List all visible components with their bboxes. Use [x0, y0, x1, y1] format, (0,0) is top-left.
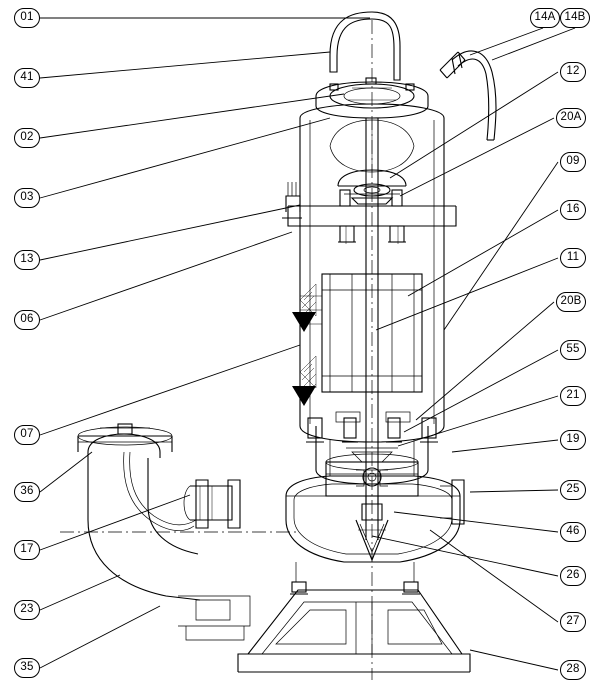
callout-balloon-12[interactable]: 12: [560, 62, 586, 82]
leader-line-26: [372, 536, 558, 576]
leader-line-19: [452, 440, 558, 452]
leader-line-14A: [470, 28, 543, 55]
callout-balloon-46[interactable]: 46: [560, 522, 586, 542]
callout-balloon-28[interactable]: 28: [560, 660, 586, 680]
leader-line-35: [40, 606, 160, 668]
leader-line-28: [470, 650, 558, 670]
callout-balloon-02[interactable]: 02: [14, 128, 40, 148]
leader-line-36: [40, 452, 92, 492]
callout-balloon-11[interactable]: 11: [560, 248, 586, 268]
callout-balloon-20A[interactable]: 20A: [556, 108, 586, 128]
callout-balloon-07[interactable]: 07: [14, 425, 40, 445]
callout-balloon-16[interactable]: 16: [560, 200, 586, 220]
leader-line-03: [40, 118, 330, 198]
leader-line-46: [394, 512, 558, 532]
callout-balloon-14A[interactable]: 14A: [530, 8, 560, 28]
callout-balloon-01[interactable]: 01: [14, 8, 40, 28]
callout-balloon-03[interactable]: 03: [14, 188, 40, 208]
leader-line-02: [40, 94, 344, 138]
leader-line-17: [40, 495, 190, 550]
callout-balloon-19[interactable]: 19: [560, 430, 586, 450]
leader-line-13: [40, 205, 300, 260]
callout-balloon-35[interactable]: 35: [14, 658, 40, 678]
leader-line-16: [408, 210, 558, 296]
callout-balloon-20B[interactable]: 20B: [556, 292, 586, 312]
leader-line-06: [40, 232, 292, 320]
callout-balloon-27[interactable]: 27: [560, 612, 586, 632]
callout-balloon-21[interactable]: 21: [560, 386, 586, 406]
leader-line-14B: [492, 28, 575, 60]
callout-balloon-41[interactable]: 41: [14, 68, 40, 88]
callout-balloon-36[interactable]: 36: [14, 482, 40, 502]
leader-line-27: [430, 530, 558, 622]
leader-line-11: [376, 258, 558, 330]
callout-balloon-17[interactable]: 17: [14, 540, 40, 560]
callout-balloon-14B[interactable]: 14B: [560, 8, 590, 28]
leader-line-12: [390, 72, 558, 178]
leader-line-41: [40, 52, 330, 78]
callout-balloon-13[interactable]: 13: [14, 250, 40, 270]
leader-line-20B: [416, 302, 554, 420]
callout-balloon-23[interactable]: 23: [14, 600, 40, 620]
callout-balloon-55[interactable]: 55: [560, 340, 586, 360]
callout-balloon-06[interactable]: 06: [14, 310, 40, 330]
callout-balloon-25[interactable]: 25: [560, 480, 586, 500]
callout-balloon-09[interactable]: 09: [560, 152, 586, 172]
leader-line-07: [40, 345, 300, 435]
leader-line-23: [40, 575, 120, 610]
leader-line-21: [398, 396, 558, 446]
leader-line-09: [444, 162, 558, 330]
callout-balloon-26[interactable]: 26: [560, 566, 586, 586]
leader-line-25: [470, 490, 558, 492]
